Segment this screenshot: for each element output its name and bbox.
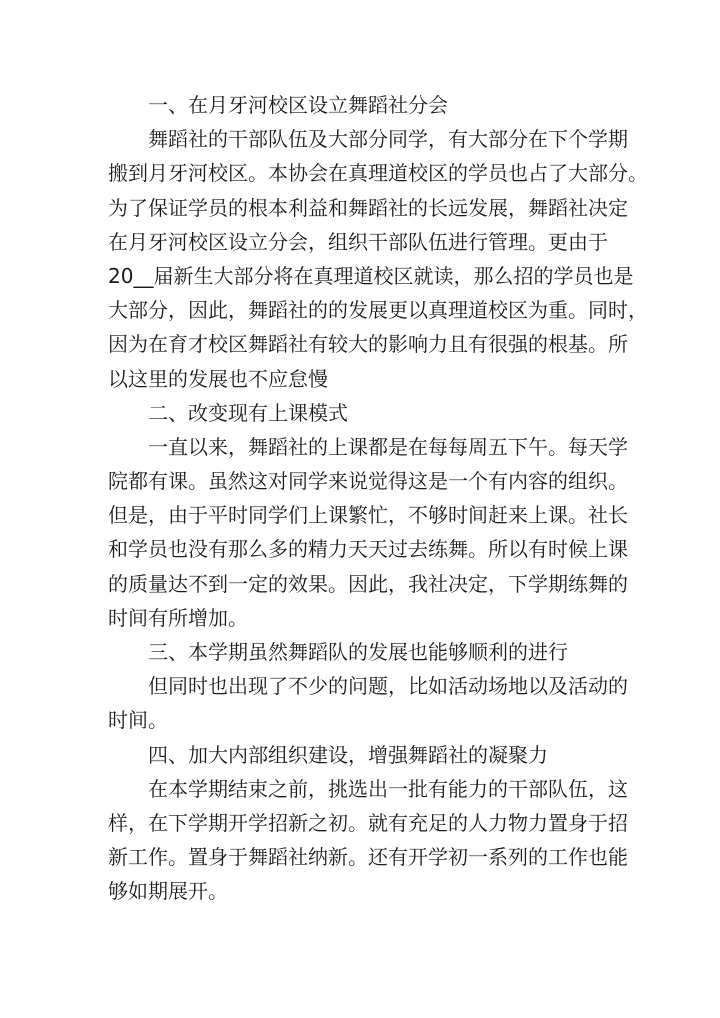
paragraph-line: 但同时也出现了不少的问题，比如活动场地以及活动的 (148, 674, 628, 699)
paragraph-line: 为了保证学员的根本利益和舞蹈社的长远发展，舞蹈社决定 (108, 195, 628, 220)
paragraph-line: 在本学期结束之前，挑选出一批有能力的干部队伍，这 (148, 776, 628, 801)
document-body (108, 88, 648, 909)
section-heading-3: 三、本学期虽然舞蹈队的发展也能够顺利的进行 (148, 640, 568, 664)
section-heading-1: 一、在月牙河校区设立舞蹈社分会 (148, 93, 448, 117)
paragraph-line: 和学员也没有那么多的精力天天过去练舞。所以有时候上课 (108, 537, 628, 562)
paragraph-line: 的质量达不到一定的效果。因此，我社决定，下学期练舞的 (108, 571, 628, 596)
paragraph-line: 因为在育才校区舞蹈社有较大的影响力且有很强的根基。所 (108, 332, 628, 357)
paragraph-line: 大部分，因此，舞蹈社的的发展更以真理道校区为重。同时， (108, 298, 648, 323)
paragraph-line: 在月牙河校区设立分会，组织干部队伍进行管理。更由于 (108, 229, 608, 254)
paragraph-line: 院都有课。虽然这对同学来说觉得这是一个有内容的组织。 (108, 469, 628, 494)
paragraph-line: 一直以来，舞蹈社的上课都是在每每周五下午。每天学 (148, 434, 628, 459)
paragraph-line: 但是，由于平时同学们上课繁忙，不够时间赶来上课。社长 (108, 503, 628, 528)
paragraph-line: 搬到月牙河校区。本协会在真理道校区的学员也占了大部分。 (108, 161, 648, 186)
paragraph-line: 够如期展开。 (108, 879, 228, 904)
paragraph-line: 以这里的发展也不应怠慢 (108, 366, 328, 391)
paragraph-line: 时间。 (108, 708, 168, 733)
section-heading-2: 二、改变现有上课模式 (148, 400, 348, 425)
section-heading-4: 四、加大内部组织建设，增强舞蹈社的凝聚力 (148, 742, 548, 767)
paragraph-line: 样，在下学期开学招新之初。就有充足的人力物力置身于招 (108, 810, 628, 835)
paragraph-line: 舞蹈社的干部队伍及大部分同学，有大部分在下个学期 (148, 127, 628, 152)
paragraph-line: 时间有所增加。 (108, 605, 248, 630)
paragraph-line: 20__届新生大部分将在真理道校区就读，那么招的学员也是 (108, 263, 634, 288)
paragraph-line: 新工作。置身于舞蹈社纳新。还有开学初一系列的工作也能 (108, 845, 628, 870)
